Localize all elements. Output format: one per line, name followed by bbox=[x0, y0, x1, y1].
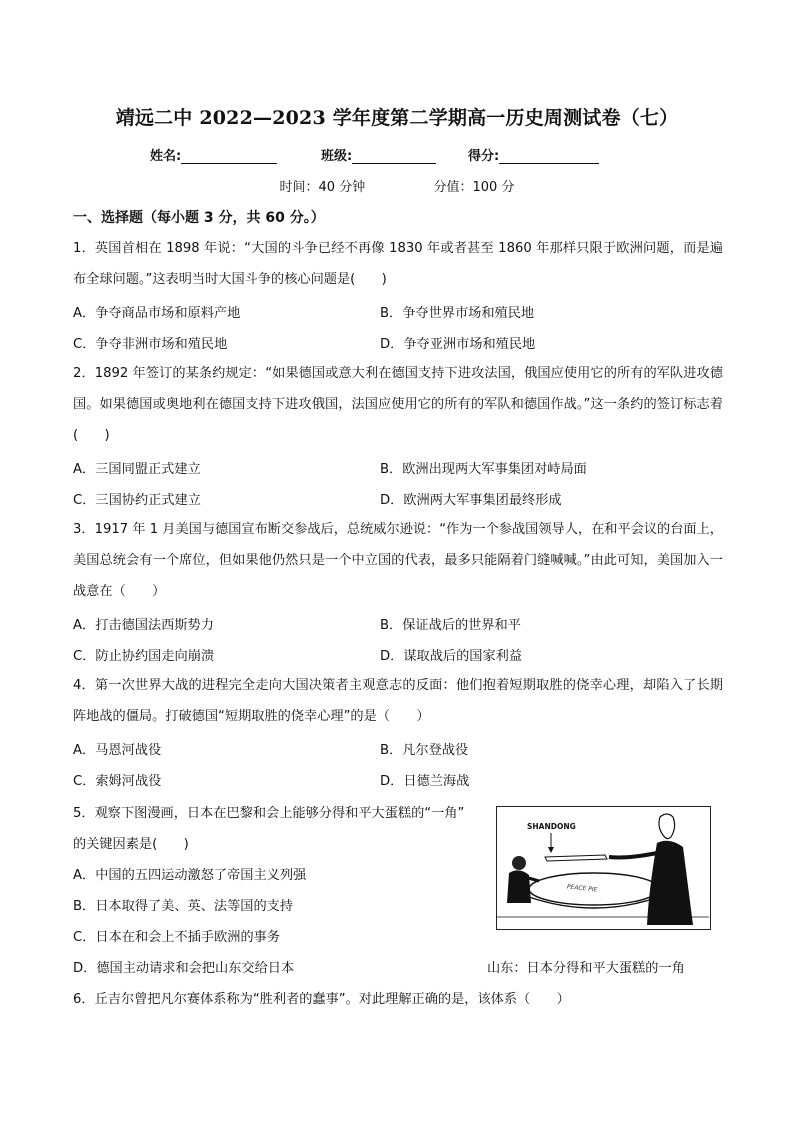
q1-option-a: A．争夺商品市场和原料产地 bbox=[73, 306, 241, 321]
shandong-cartoon bbox=[496, 806, 711, 930]
score-blank bbox=[499, 149, 599, 164]
section-heading: 一、选择题（每小题 3 分，共 60 分。） bbox=[73, 210, 325, 226]
cartoon-caption: 山东：日本分得和平大蛋糕的一角 bbox=[487, 961, 685, 976]
q3-option-c: C．防止协约国走向崩溃 bbox=[73, 649, 215, 664]
q4-option-c: C．索姆河战役 bbox=[73, 774, 162, 789]
japan-figure-body bbox=[507, 870, 531, 903]
time-label: 时间：40 分钟 bbox=[279, 180, 366, 195]
q4-option-a: A．马恩河战役 bbox=[73, 743, 162, 758]
knife-slice bbox=[545, 855, 607, 861]
q1-option-c: C．争夺非洲市场和殖民地 bbox=[73, 337, 228, 352]
q2-option-a: A．三国同盟正式建立 bbox=[73, 462, 201, 477]
q3-option-d: D．谋取战后的国家利益 bbox=[380, 649, 523, 664]
q1-option-b: B．争夺世界市场和殖民地 bbox=[380, 306, 535, 321]
q5-option-a: A．中国的五四运动激怒了帝国主义列强 bbox=[73, 868, 307, 883]
q3-option-a: A．打击德国法西斯势力 bbox=[73, 618, 214, 633]
question-5-line-1: 5．观察下图漫画，日本在巴黎和会上能够分得和平大蛋糕的“一角” bbox=[73, 806, 465, 821]
exam-meta-row bbox=[0, 176, 794, 195]
name-label: 姓名: bbox=[150, 149, 182, 164]
score-label: 得分: bbox=[468, 149, 500, 164]
student-info-row bbox=[150, 145, 650, 165]
q4-option-d: D．日德兰海战 bbox=[380, 774, 470, 789]
q4-option-b: B．凡尔登战役 bbox=[380, 743, 469, 758]
q2-option-b: B．欧洲出现两大军事集团对峙局面 bbox=[380, 462, 587, 477]
q5-option-d: D．德国主动请求和会把山东交给日本 bbox=[73, 961, 295, 976]
question-3: 3．1917 年 1 月美国与德国宣布断交参战后，总统威尔逊说：“作为一个参战国领导人，在和平会议的台面上，美国总统会有一个席位，但如果他仍然只是一个中立国的代表，最多只能隔着门缝喊喊。”由此可知，美国加入一战意在（ ） bbox=[73, 522, 723, 599]
points-label: 分值：100 分 bbox=[433, 180, 515, 195]
cake-label: PEACE PIE bbox=[566, 883, 598, 894]
shandong-label: SHANDONG bbox=[527, 822, 576, 831]
class-blank bbox=[352, 149, 436, 164]
q2-option-c: C．三国协约正式建立 bbox=[73, 493, 201, 508]
question-6: 6．丘吉尔曾把凡尔赛体系称为“胜利者的蠢事”。对此理解正确的是，该体系（ ） bbox=[73, 992, 570, 1007]
question-2: 2．1892 年签订的某条约规定：“如果德国或意大利在德国支持下进攻法国，俄国应使用它的所有的军队进攻德国。如果德国或奥地利在德国支持下进攻俄国，法国应使用它的所有的军队和德国作战。”这一条约的签订标志着( ) bbox=[73, 366, 723, 443]
q3-option-b: B．保证战后的世界和平 bbox=[380, 618, 521, 633]
class-field bbox=[321, 145, 436, 164]
name-blank bbox=[181, 149, 277, 164]
question-5-line-2: 的关键因素是( ) bbox=[73, 837, 189, 852]
name-field bbox=[150, 145, 277, 164]
question-4: 4．第一次世界大战的进程完全走向大国决策者主观意志的反面：他们抱着短期取胜的侥幸心理，却陷入了长期阵地战的僵局。打破德国“短期取胜的侥幸心理”的是（ ） bbox=[73, 678, 723, 724]
q1-option-d: D．争夺亚洲市场和殖民地 bbox=[380, 337, 536, 352]
japan-figure-head bbox=[512, 856, 526, 870]
question-1: 1．英国首相在 1898 年说：“大国的斗争已经不再像 1830 年或者甚至 1860 年那样只限于欧洲问题，而是遍布全球问题。”这表明当时大国斗争的核心问题是( ) bbox=[73, 241, 723, 287]
q5-option-c: C．日本在和会上不插手欧洲的事务 bbox=[73, 930, 281, 945]
score-field bbox=[468, 145, 599, 164]
exam-title: 靖远二中 2022—2023 学年度第二学期高一历史周测试卷（七） bbox=[115, 107, 679, 129]
q2-option-d: D．欧洲两大军事集团最终形成 bbox=[380, 493, 562, 508]
class-label: 班级: bbox=[321, 149, 353, 164]
q5-option-b: B．日本取得了美、英、法等国的支持 bbox=[73, 899, 294, 914]
cartoon-drawing bbox=[497, 807, 709, 928]
wilson-figure-head bbox=[659, 814, 675, 839]
wilson-figure-arm bbox=[609, 853, 657, 858]
arrow-head bbox=[548, 847, 554, 853]
